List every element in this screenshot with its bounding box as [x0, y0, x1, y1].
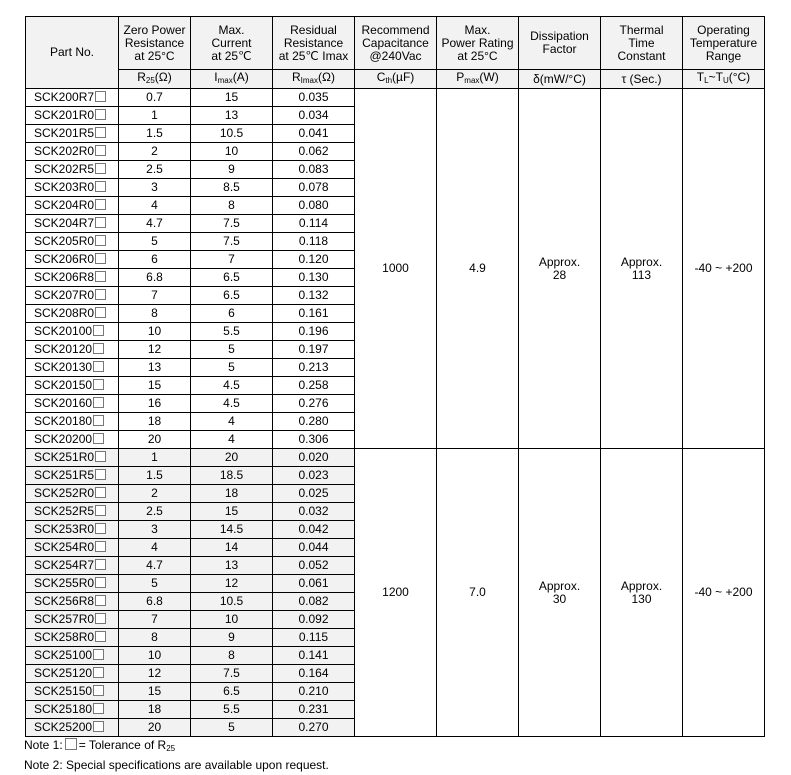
zero-power-resistance-cell: 6	[119, 251, 191, 269]
tolerance-box-icon	[93, 667, 104, 678]
residual-resistance-cell: 0.280	[273, 413, 355, 431]
zero-power-resistance-cell: 1	[119, 449, 191, 467]
max-current-cell: 8.5	[191, 179, 273, 197]
max-current-cell: 9	[191, 629, 273, 647]
max-current-cell: 6.5	[191, 683, 273, 701]
zero-power-resistance-cell: 10	[119, 647, 191, 665]
tolerance-box-icon	[95, 307, 106, 318]
unit-rimax: $R_{Imax}(\Omega)$	[273, 70, 355, 89]
spec-table-wrapper	[25, 16, 765, 737]
zero-power-resistance-cell: 0.7	[119, 89, 191, 107]
header-max-power-rating: Max. Power Rating at 25°C	[437, 17, 519, 70]
max-current-cell: 9	[191, 161, 273, 179]
part-no-cell: SCK20120	[26, 341, 119, 359]
residual-resistance-cell: 0.044	[273, 539, 355, 557]
unit-tau: τ (Sec.)	[601, 70, 683, 89]
tolerance-box-icon	[95, 199, 106, 210]
tolerance-box-icon	[93, 343, 104, 354]
tolerance-box-icon	[95, 163, 106, 174]
header-thermal-time-constant: Thermal Time Constant	[601, 17, 683, 70]
thermal-time-constant-cell: Approx. 130	[601, 449, 683, 737]
zero-power-resistance-cell: 16	[119, 395, 191, 413]
spec-table	[25, 16, 765, 737]
tolerance-box-icon	[95, 451, 106, 462]
part-no-cell: SCK200R7	[26, 89, 119, 107]
header-max-current: Max. Current at 25℃	[191, 17, 273, 70]
zero-power-resistance-cell: 8	[119, 305, 191, 323]
power-rating-cell: 7.0	[437, 449, 519, 737]
residual-resistance-cell: 0.270	[273, 719, 355, 737]
dissipation-factor-cell: Approx. 30	[519, 449, 601, 737]
part-no-cell: SCK202R5	[26, 161, 119, 179]
max-current-cell: 12	[191, 575, 273, 593]
part-no-cell: SCK251R5	[26, 467, 119, 485]
residual-resistance-cell: 0.042	[273, 521, 355, 539]
part-no-cell: SCK253R0	[26, 521, 119, 539]
max-current-cell: 5.5	[191, 323, 273, 341]
part-no-cell: SCK254R7	[26, 557, 119, 575]
max-current-cell: 4	[191, 413, 273, 431]
zero-power-resistance-cell: 7	[119, 287, 191, 305]
unit-r25: $R_{25}(\Omega)$	[119, 70, 191, 89]
residual-resistance-cell: 0.197	[273, 341, 355, 359]
part-no-cell: SCK203R0	[26, 179, 119, 197]
zero-power-resistance-cell: 10	[119, 323, 191, 341]
zero-power-resistance-cell: 2.5	[119, 161, 191, 179]
max-current-cell: 7.5	[191, 233, 273, 251]
tolerance-box-icon	[95, 505, 106, 516]
residual-resistance-cell: 0.020	[273, 449, 355, 467]
unit-row	[26, 70, 765, 89]
zero-power-resistance-cell: 12	[119, 665, 191, 683]
max-current-cell: 6.5	[191, 269, 273, 287]
residual-resistance-cell: 0.062	[273, 143, 355, 161]
notes	[24, 737, 329, 773]
residual-resistance-cell: 0.052	[273, 557, 355, 575]
residual-resistance-cell: 0.078	[273, 179, 355, 197]
part-no-cell: SCK25150	[26, 683, 119, 701]
tolerance-box-icon	[93, 415, 104, 426]
header-operating-temperature: Operating Temperature Range	[683, 17, 765, 70]
part-no-cell: SCK25200	[26, 719, 119, 737]
max-current-cell: 5	[191, 341, 273, 359]
tolerance-box-icon	[95, 289, 106, 300]
part-no-cell: SCK202R0	[26, 143, 119, 161]
max-current-cell: 5	[191, 359, 273, 377]
part-no-cell: SCK20160	[26, 395, 119, 413]
max-current-cell: 8	[191, 197, 273, 215]
zero-power-resistance-cell: 15	[119, 377, 191, 395]
part-no-cell: SCK20180	[26, 413, 119, 431]
zero-power-resistance-cell: 8	[119, 629, 191, 647]
tolerance-box-icon	[93, 361, 104, 372]
tolerance-box-icon	[65, 738, 77, 750]
zero-power-resistance-cell: 4.7	[119, 557, 191, 575]
dissipation-factor-cell: Approx. 28	[519, 89, 601, 449]
zero-power-resistance-cell: 4	[119, 197, 191, 215]
residual-resistance-cell: 0.041	[273, 125, 355, 143]
max-current-cell: 15	[191, 503, 273, 521]
tolerance-box-icon	[95, 109, 106, 120]
max-current-cell: 18	[191, 485, 273, 503]
residual-resistance-cell: 0.080	[273, 197, 355, 215]
max-current-cell: 7	[191, 251, 273, 269]
part-no-cell: SCK258R0	[26, 629, 119, 647]
residual-resistance-cell: 0.306	[273, 431, 355, 449]
thermal-time-constant-cell: Approx. 113	[601, 89, 683, 449]
max-current-cell: 10.5	[191, 593, 273, 611]
capacitance-cell: 1200	[355, 449, 437, 737]
zero-power-resistance-cell: 2	[119, 143, 191, 161]
tolerance-box-icon	[95, 217, 106, 228]
part-no-cell: SCK256R8	[26, 593, 119, 611]
residual-resistance-cell: 0.161	[273, 305, 355, 323]
part-no-cell: SCK207R0	[26, 287, 119, 305]
part-no-cell: SCK208R0	[26, 305, 119, 323]
max-current-cell: 4.5	[191, 377, 273, 395]
header-zero-power-resistance: Zero Power Resistance at 25°C	[119, 17, 191, 70]
max-current-cell: 10	[191, 143, 273, 161]
part-no-cell: SCK201R5	[26, 125, 119, 143]
residual-resistance-cell: 0.023	[273, 467, 355, 485]
part-no-cell: SCK20150	[26, 377, 119, 395]
header-part-no: Part No.	[26, 17, 119, 89]
tolerance-box-icon	[95, 91, 106, 102]
residual-resistance-cell: 0.115	[273, 629, 355, 647]
zero-power-resistance-cell: 18	[119, 701, 191, 719]
residual-resistance-cell: 0.196	[273, 323, 355, 341]
zero-power-resistance-cell: 1	[119, 107, 191, 125]
zero-power-resistance-cell: 1.5	[119, 467, 191, 485]
max-current-cell: 6	[191, 305, 273, 323]
part-no-cell: SCK254R0	[26, 539, 119, 557]
part-no-cell: SCK20130	[26, 359, 119, 377]
tolerance-box-icon	[95, 253, 106, 264]
unit-cth: $C_{th}(\mu F)$	[355, 70, 437, 89]
part-no-cell: SCK204R7	[26, 215, 119, 233]
residual-resistance-cell: 0.082	[273, 593, 355, 611]
residual-resistance-cell: 0.210	[273, 683, 355, 701]
tolerance-box-icon	[95, 181, 106, 192]
residual-resistance-cell: 0.276	[273, 395, 355, 413]
part-no-cell: SCK255R0	[26, 575, 119, 593]
max-current-cell: 7.5	[191, 215, 273, 233]
tolerance-box-icon	[95, 559, 106, 570]
zero-power-resistance-cell: 4.7	[119, 215, 191, 233]
tolerance-box-icon	[95, 487, 106, 498]
power-rating-cell: 4.9	[437, 89, 519, 449]
zero-power-resistance-cell: 4	[119, 539, 191, 557]
tolerance-box-icon	[95, 613, 106, 624]
zero-power-resistance-cell: 6.8	[119, 269, 191, 287]
unit-imax: $I_{max}(A)$	[191, 70, 273, 89]
residual-resistance-cell: 0.092	[273, 611, 355, 629]
tolerance-box-icon	[93, 325, 104, 336]
unit-delta: δ(mW/°C)	[519, 70, 601, 89]
part-no-cell: SCK25180	[26, 701, 119, 719]
residual-resistance-cell: 0.258	[273, 377, 355, 395]
unit-pmax: $P_{max}(W)$	[437, 70, 519, 89]
tolerance-box-icon	[93, 721, 104, 732]
residual-resistance-cell: 0.061	[273, 575, 355, 593]
residual-resistance-cell: 0.231	[273, 701, 355, 719]
tolerance-box-icon	[95, 631, 106, 642]
part-no-cell: SCK252R5	[26, 503, 119, 521]
spec-table-body	[26, 89, 765, 737]
residual-resistance-cell: 0.118	[273, 233, 355, 251]
residual-resistance-cell: 0.130	[273, 269, 355, 287]
zero-power-resistance-cell: 12	[119, 341, 191, 359]
tolerance-box-icon	[95, 469, 106, 480]
max-current-cell: 5.5	[191, 701, 273, 719]
zero-power-resistance-cell: 5	[119, 233, 191, 251]
max-current-cell: 13	[191, 107, 273, 125]
max-current-cell: 5	[191, 719, 273, 737]
part-no-cell: SCK206R0	[26, 251, 119, 269]
max-current-cell: 4.5	[191, 395, 273, 413]
max-current-cell: 15	[191, 89, 273, 107]
part-no-cell: SCK20200	[26, 431, 119, 449]
zero-power-resistance-cell: 2	[119, 485, 191, 503]
tolerance-box-icon	[93, 433, 104, 444]
zero-power-resistance-cell: 5	[119, 575, 191, 593]
header-dissipation-factor: Dissipation Factor	[519, 17, 601, 70]
zero-power-resistance-cell: 6.8	[119, 593, 191, 611]
residual-resistance-cell: 0.114	[273, 215, 355, 233]
part-no-cell: SCK252R0	[26, 485, 119, 503]
zero-power-resistance-cell: 3	[119, 179, 191, 197]
temperature-range-cell: -40 ~ +200	[683, 89, 765, 449]
residual-resistance-cell: 0.132	[273, 287, 355, 305]
tolerance-box-icon	[95, 577, 106, 588]
tolerance-box-icon	[95, 145, 106, 156]
part-no-cell: SCK206R8	[26, 269, 119, 287]
note-2: Note 2: Special specifications are available upon request.	[24, 758, 329, 772]
part-no-cell: SCK201R0	[26, 107, 119, 125]
tolerance-box-icon	[95, 235, 106, 246]
tolerance-box-icon	[95, 595, 106, 606]
max-current-cell: 20	[191, 449, 273, 467]
max-current-cell: 6.5	[191, 287, 273, 305]
capacitance-cell: 1000	[355, 89, 437, 449]
zero-power-resistance-cell: 7	[119, 611, 191, 629]
residual-resistance-cell: 0.164	[273, 665, 355, 683]
tolerance-box-icon	[93, 649, 104, 660]
zero-power-resistance-cell: 3	[119, 521, 191, 539]
tolerance-box-icon	[95, 523, 106, 534]
max-current-cell: 10	[191, 611, 273, 629]
max-current-cell: 8	[191, 647, 273, 665]
max-current-cell: 4	[191, 431, 273, 449]
part-no-cell: SCK257R0	[26, 611, 119, 629]
table-row	[26, 89, 765, 107]
zero-power-resistance-cell: 20	[119, 431, 191, 449]
max-current-cell: 7.5	[191, 665, 273, 683]
residual-resistance-cell: 0.141	[273, 647, 355, 665]
tolerance-box-icon	[95, 541, 106, 552]
part-no-cell: SCK251R0	[26, 449, 119, 467]
part-no-cell: SCK20100	[26, 323, 119, 341]
temperature-range-cell: -40 ~ +200	[683, 449, 765, 737]
residual-resistance-cell: 0.083	[273, 161, 355, 179]
zero-power-resistance-cell: 20	[119, 719, 191, 737]
header-residual-resistance: Residual Resistance at 25℃ Imax	[273, 17, 355, 70]
tolerance-box-icon	[93, 685, 104, 696]
max-current-cell: 10.5	[191, 125, 273, 143]
header-recommend-capacitance: Recommend Capacitance @240Vac	[355, 17, 437, 70]
residual-resistance-cell: 0.034	[273, 107, 355, 125]
residual-resistance-cell: 0.120	[273, 251, 355, 269]
zero-power-resistance-cell: 1.5	[119, 125, 191, 143]
max-current-cell: 13	[191, 557, 273, 575]
max-current-cell: 14	[191, 539, 273, 557]
tolerance-box-icon	[93, 379, 104, 390]
max-current-cell: 14.5	[191, 521, 273, 539]
table-row	[26, 449, 765, 467]
residual-resistance-cell: 0.025	[273, 485, 355, 503]
part-no-cell: SCK25120	[26, 665, 119, 683]
zero-power-resistance-cell: 2.5	[119, 503, 191, 521]
residual-resistance-cell: 0.213	[273, 359, 355, 377]
zero-power-resistance-cell: 13	[119, 359, 191, 377]
unit-temp: $T_L\sim T_U(^\circ C)$	[683, 70, 765, 89]
residual-resistance-cell: 0.035	[273, 89, 355, 107]
residual-resistance-cell: 0.032	[273, 503, 355, 521]
zero-power-resistance-cell: 18	[119, 413, 191, 431]
tolerance-box-icon	[95, 271, 106, 282]
part-no-cell: SCK25100	[26, 647, 119, 665]
zero-power-resistance-cell: 15	[119, 683, 191, 701]
tolerance-box-icon	[95, 127, 106, 138]
header-row	[26, 17, 765, 70]
tolerance-box-icon	[93, 397, 104, 408]
note-1: Note 1: = Tolerance of $R_{25}$	[24, 738, 176, 753]
part-no-cell: SCK204R0	[26, 197, 119, 215]
max-current-cell: 18.5	[191, 467, 273, 485]
part-no-cell: SCK205R0	[26, 233, 119, 251]
tolerance-box-icon	[93, 703, 104, 714]
